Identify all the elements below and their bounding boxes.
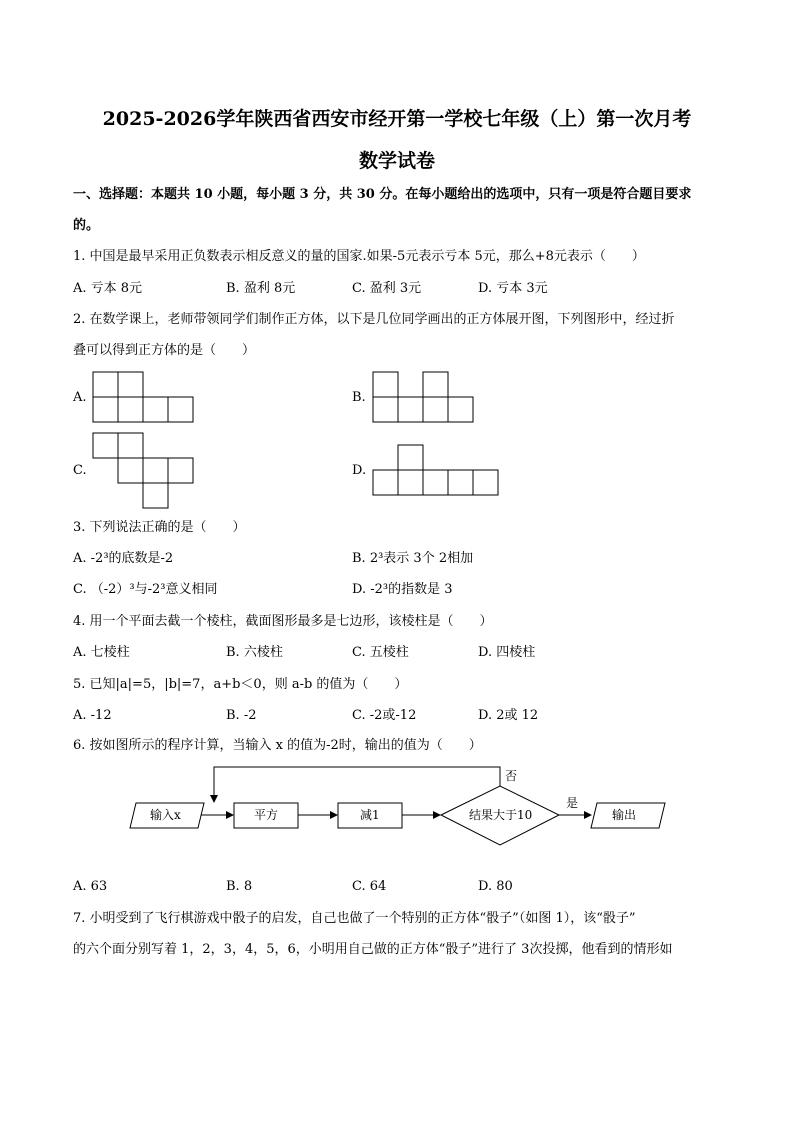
q4-option-b: B. 六棱柱 (226, 645, 283, 660)
flow-square-label: 平方 (254, 808, 279, 822)
q2-option-b-label: B. (352, 390, 366, 405)
exam-title-line1: 2025-2026学年陕西省西安市经开第一学校七年级（上）第一次月考 (102, 108, 692, 130)
q4-option-a: A. 七棱柱 (73, 645, 130, 660)
q1-option-a: A. 亏本 8元 (73, 281, 143, 296)
question-3-stem: 3. 下列说法正确的是（ ） (73, 520, 246, 535)
q4-option-d: D. 四棱柱 (478, 645, 536, 660)
q1-option-b: B. 盈利 8元 (226, 281, 296, 296)
q2-option-d-label: D. (352, 463, 367, 478)
q6-option-c: C. 64 (352, 879, 387, 894)
q4-option-c: C. 五棱柱 (352, 645, 409, 660)
q2-option-c-label: C. (73, 463, 87, 478)
q1-option-d: D. 亏本 3元 (478, 281, 548, 296)
q5-option-c: C. -2或-12 (352, 708, 417, 723)
flow-output-label: 输出 (612, 808, 637, 822)
section-heading: 一、选择题：本题共 10 小题，每小题 3 分，共 30 分。在每小题给出的选项中，只有一项是符合题目要求 (73, 187, 692, 202)
q6-option-d: D. 80 (478, 879, 513, 894)
section-heading-cont: 的。 (73, 218, 100, 233)
question-2-stem-cont: 叠可以得到正方体的是（ ） (73, 343, 256, 358)
q5-option-d: D. 2或 12 (478, 708, 539, 723)
question-6-stem: 6. 按如图所示的程序计算，当输入 x 的值为-2时，输出的值为（ ） (73, 738, 482, 753)
question-2-stem: 2. 在数学课上，老师带领同学们制作正方体，以下是几位同学画出的正方体展开图，下列图形中，经过折 (73, 312, 675, 327)
question-5-stem: 5. 已知|a|=5，|b|=7，a+b＜0，则 a-b 的值为（ ） (73, 677, 408, 692)
flow-decision-label: 结果大于10 (469, 808, 533, 822)
q2-option-a-label: A. (73, 390, 87, 405)
q5-option-a: A. -12 (73, 708, 112, 723)
q1-option-c: C. 盈利 3元 (352, 281, 422, 296)
flow-no-label: 否 (505, 769, 518, 783)
flow-input-label: 输入x (150, 808, 181, 822)
q5-option-b: B. -2 (226, 708, 257, 723)
question-7-stem-cont: 的六个面分别写着 1，2，3，4，5，6，小明用自己做的正方体“骰子”进行了 3次投掷，他看到的情形如 (73, 942, 673, 957)
question-4-stem: 4. 用一个平面去截一个棱柱，截面图形最多是七边形，该棱柱是（ ） (73, 614, 493, 629)
flow-minus-label: 减1 (360, 808, 380, 822)
question-1-stem: 1. 中国是最早采用正负数表示相反意义的量的国家.如果-5元表示亏本 5元，那么+8元表示（ ） (73, 249, 645, 264)
q6-option-a: A. 63 (73, 879, 108, 894)
exam-title-line2: 数学试卷 (358, 150, 435, 172)
question-7-stem: 7. 小明受到了飞行棋游戏中骰子的启发，自己也做了一个特别的正方体“骰子”（如图 1），该“骰子” (73, 911, 636, 926)
q3-option-b: B. 2³表示 3个 2相加 (352, 551, 474, 566)
flow-yes-label: 是 (566, 796, 579, 810)
q3-option-c: C. （-2）³与-2³意义相同 (73, 582, 218, 597)
q3-option-a: A. -2³的底数是-2 (73, 551, 174, 566)
q3-option-d: D. -2³的指数是 3 (352, 582, 453, 597)
q6-option-b: B. 8 (226, 879, 253, 894)
